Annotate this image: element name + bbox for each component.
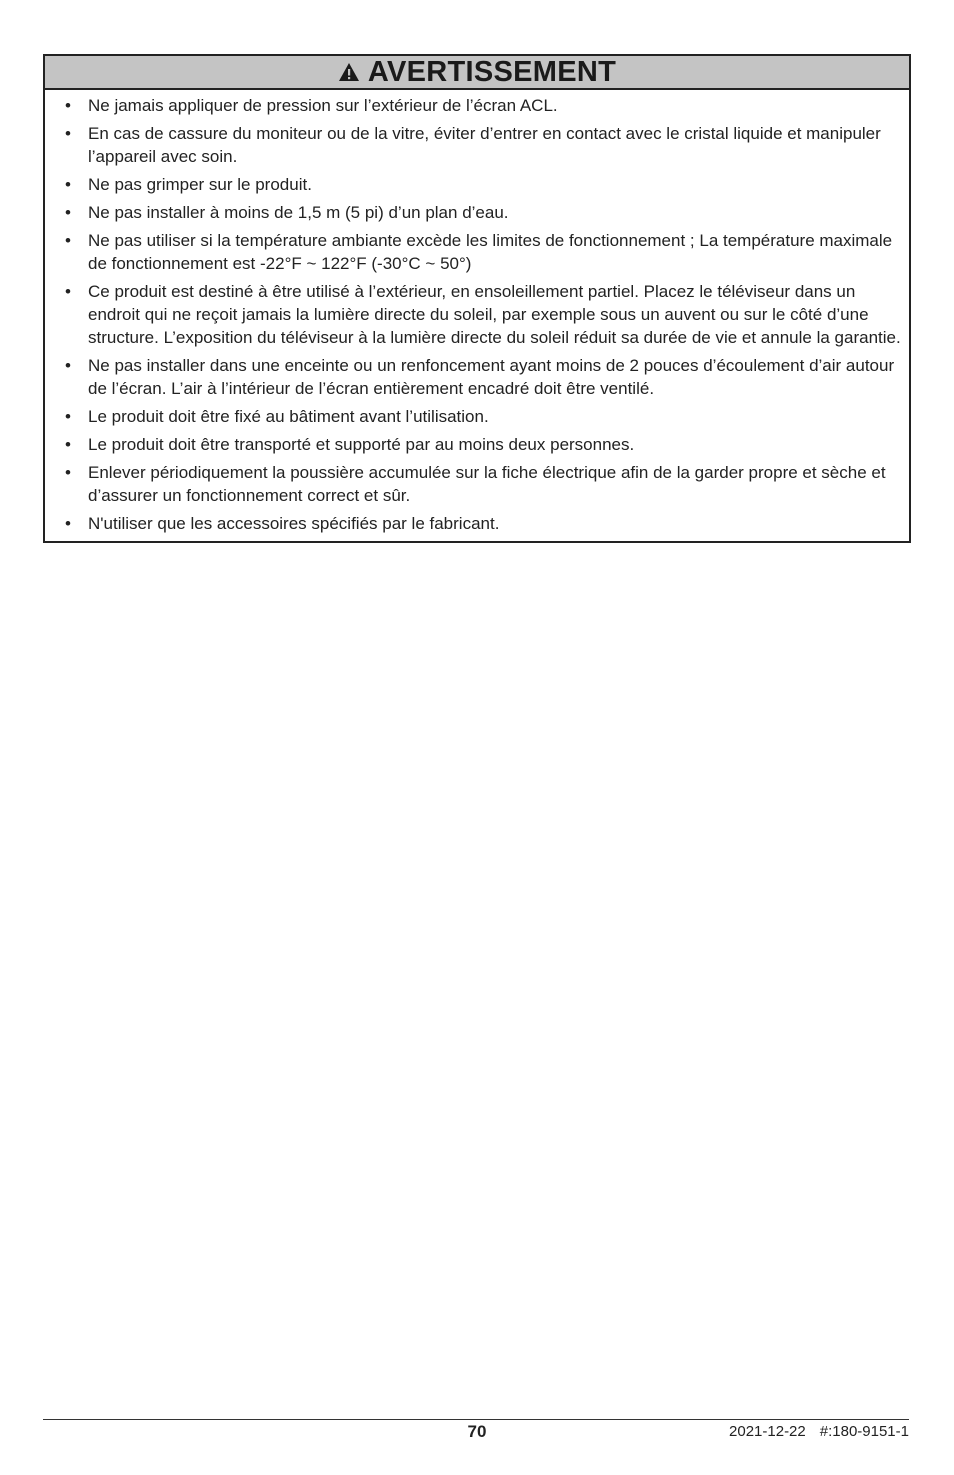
list-item: • Ce produit est destiné à être utilisé à l’extérieur, en ensoleillement partiel. Placez le téléviseur dans un endroit qui ne reçoit jamais la lumière directe du soleil, par exemple sous un auvent ou sur le côté d’une structure. L’exposition du téléviseur à la lumière directe du soleil réduit sa durée de vie et annule la garantie. (65, 282, 901, 347)
page-number: 70 (467, 1422, 487, 1441)
document-date: 2021-12-22 (729, 1423, 806, 1440)
list-item: • Enlever périodiquement la poussière accumulée sur la fiche électrique afin de la garder propre et sèche et d’assurer un fonctionnement correct et sûr. (65, 463, 886, 505)
list-item: • N'utiliser que les accessoires spécifiés par le fabricant. (65, 514, 500, 533)
list-item: • Ne jamais appliquer de pression sur l’extérieur de l’écran ACL. (65, 96, 558, 115)
list-item: • En cas de cassure du moniteur ou de la vitre, éviter d’entrer en contact avec le cristal liquide et manipuler l’appareil avec soin. (65, 124, 881, 166)
warning-box (43, 54, 911, 543)
warning-title: AVERTISSEMENT (367, 55, 617, 88)
list-item: • Le produit doit être fixé au bâtiment avant l’utilisation. (65, 407, 489, 426)
list-item: • Ne pas installer dans une enceinte ou un renfoncement ayant moins de 2 pouces d’écoulement d’air autour de l’écran. L’air à l’intérieur de l’écran entièrement encadré doit être ventilé. (65, 356, 895, 398)
list-item: • Ne pas installer à moins de 1,5 m (5 pi) d’un plan d’eau. (65, 203, 509, 222)
list-item: • Ne pas grimper sur le produit. (65, 175, 312, 194)
list-item: • Ne pas utiliser si la température ambiante excède les limites de fonctionnement ; La température maximale de fonctionnement est -22°F ~ 122°F (-30°C ~ 50°) (65, 231, 893, 273)
list-item: • Le produit doit être transporté et supporté par au moins deux personnes. (65, 435, 635, 454)
warning-list (45, 90, 909, 541)
document-number: #:180-9151-1 (819, 1423, 909, 1440)
warning-triangle-icon (338, 62, 360, 82)
warning-header (45, 56, 909, 90)
footer-divider (43, 1419, 909, 1420)
document-info (729, 1423, 909, 1440)
